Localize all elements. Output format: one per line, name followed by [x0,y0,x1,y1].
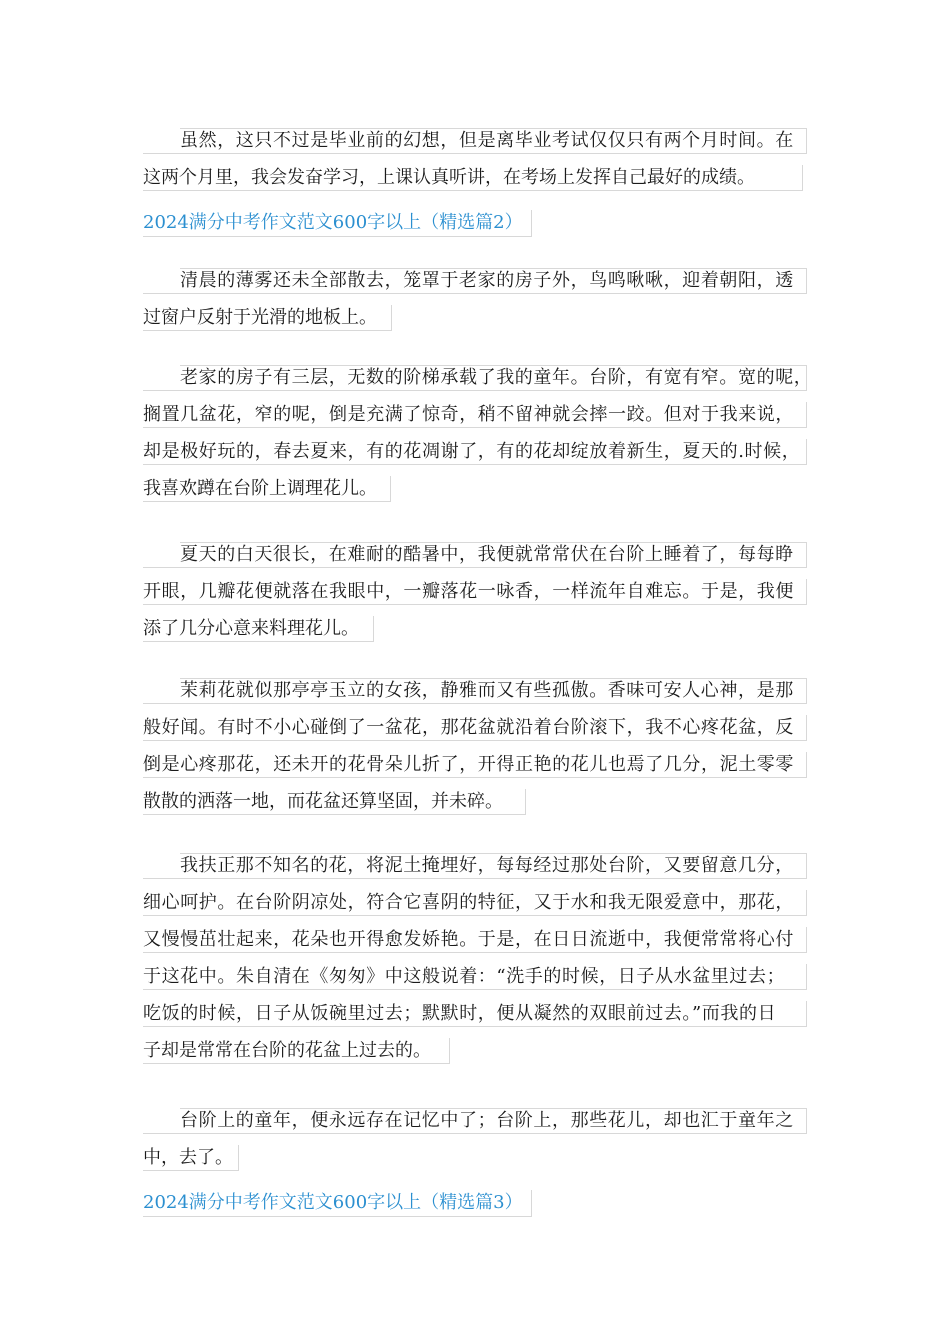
text-line: 细心呵护。在台阶阴凉处，符合它喜阴的特征，又于水和我无限爱意中，那花， [143,890,807,916]
text-line: 添了几分心意来料理花儿。 [143,616,374,642]
text-line: 子却是常常在台阶的花盆上过去的。 [143,1038,450,1064]
text-line: 茉莉花就似那亭亭玉立的女孩，静雅而又有些孤傲。香味可安人心神，是那 [143,678,807,704]
text-line: 夏天的白天很长，在难耐的酷暑中，我便就常常伏在台阶上睡着了，每每睁 [143,542,807,568]
text-line: 过窗户反射于光滑的地板上。 [143,305,392,331]
paragraph-3 [143,365,813,513]
text-line: 开眼，几瓣花便就落在我眼中，一瓣落花一咏香，一样流年自难忘。于是，我便 [143,579,807,605]
text-line: 又慢慢茁壮起来，花朵也开得愈发娇艳。于是，在日日流逝中，我便常常将心付 [143,927,807,953]
text-line: 于这花中。朱自清在《匆匆》中这般说着：“洗手的时候，日子从水盆里过去； [143,964,807,990]
paragraph-2 [143,268,807,342]
text-line: 这两个月里，我会发奋学习，上课认真听讲，在考场上发挥自己最好的成绩。 [143,165,803,191]
text-line: 虽然，这只不过是毕业前的幻想，但是离毕业考试仅仅只有两个月时间。在 [143,128,807,154]
text-line: 老家的房子有三层，无数的阶梯承载了我的童年。台阶，有宽有窄。宽的呢， [143,365,807,391]
text-line: 般好闻。有时不小心碰倒了一盆花，那花盆就沿着台阶滚下，我不心疼花盆，反 [143,715,807,741]
text-line: 散散的洒落一地，而花盆还算坚固，并未碎。 [143,789,526,815]
section-heading-2: 2024满分中考作文范文600字以上（精选篇2） [143,210,532,237]
paragraph-4 [143,542,807,653]
text-line: 倒是心疼那花，还未开的花骨朵儿折了，开得正艳的花儿也焉了几分，泥土零零 [143,752,807,778]
paragraph-5 [143,678,807,826]
text-line: 搁置几盆花，窄的呢，倒是充满了惊奇，稍不留神就会摔一跤。但对于我来说， [143,402,807,428]
text-line: 却是极好玩的，春去夏来，有的花凋谢了，有的花却绽放着新生，夏天的.时候， [143,439,807,465]
text-line: 吃饭的时候，日子从饭碗里过去；默默时，便从凝然的双眼前过去。”而我的日 [143,1001,807,1027]
text-line: 我扶正那不知名的花，将泥土掩埋好，每每经过那处台阶，又要留意几分， [143,853,807,879]
text-line: 我喜欢蹲在台阶上调理花儿。 [143,476,391,502]
paragraph-1 [143,128,807,202]
text-line: 中，去了。 [143,1145,239,1171]
section-heading-3: 2024满分中考作文范文600字以上（精选篇3） [143,1190,532,1217]
text-line: 台阶上的童年，便永远存在记忆中了；台阶上，那些花儿，却也汇于童年之 [143,1108,807,1134]
paragraph-6 [143,853,807,1075]
text-line: 清晨的薄雾还未全部散去，笼罩于老家的房子外，鸟鸣啾啾，迎着朝阳，透 [143,268,807,294]
paragraph-7 [143,1108,807,1182]
